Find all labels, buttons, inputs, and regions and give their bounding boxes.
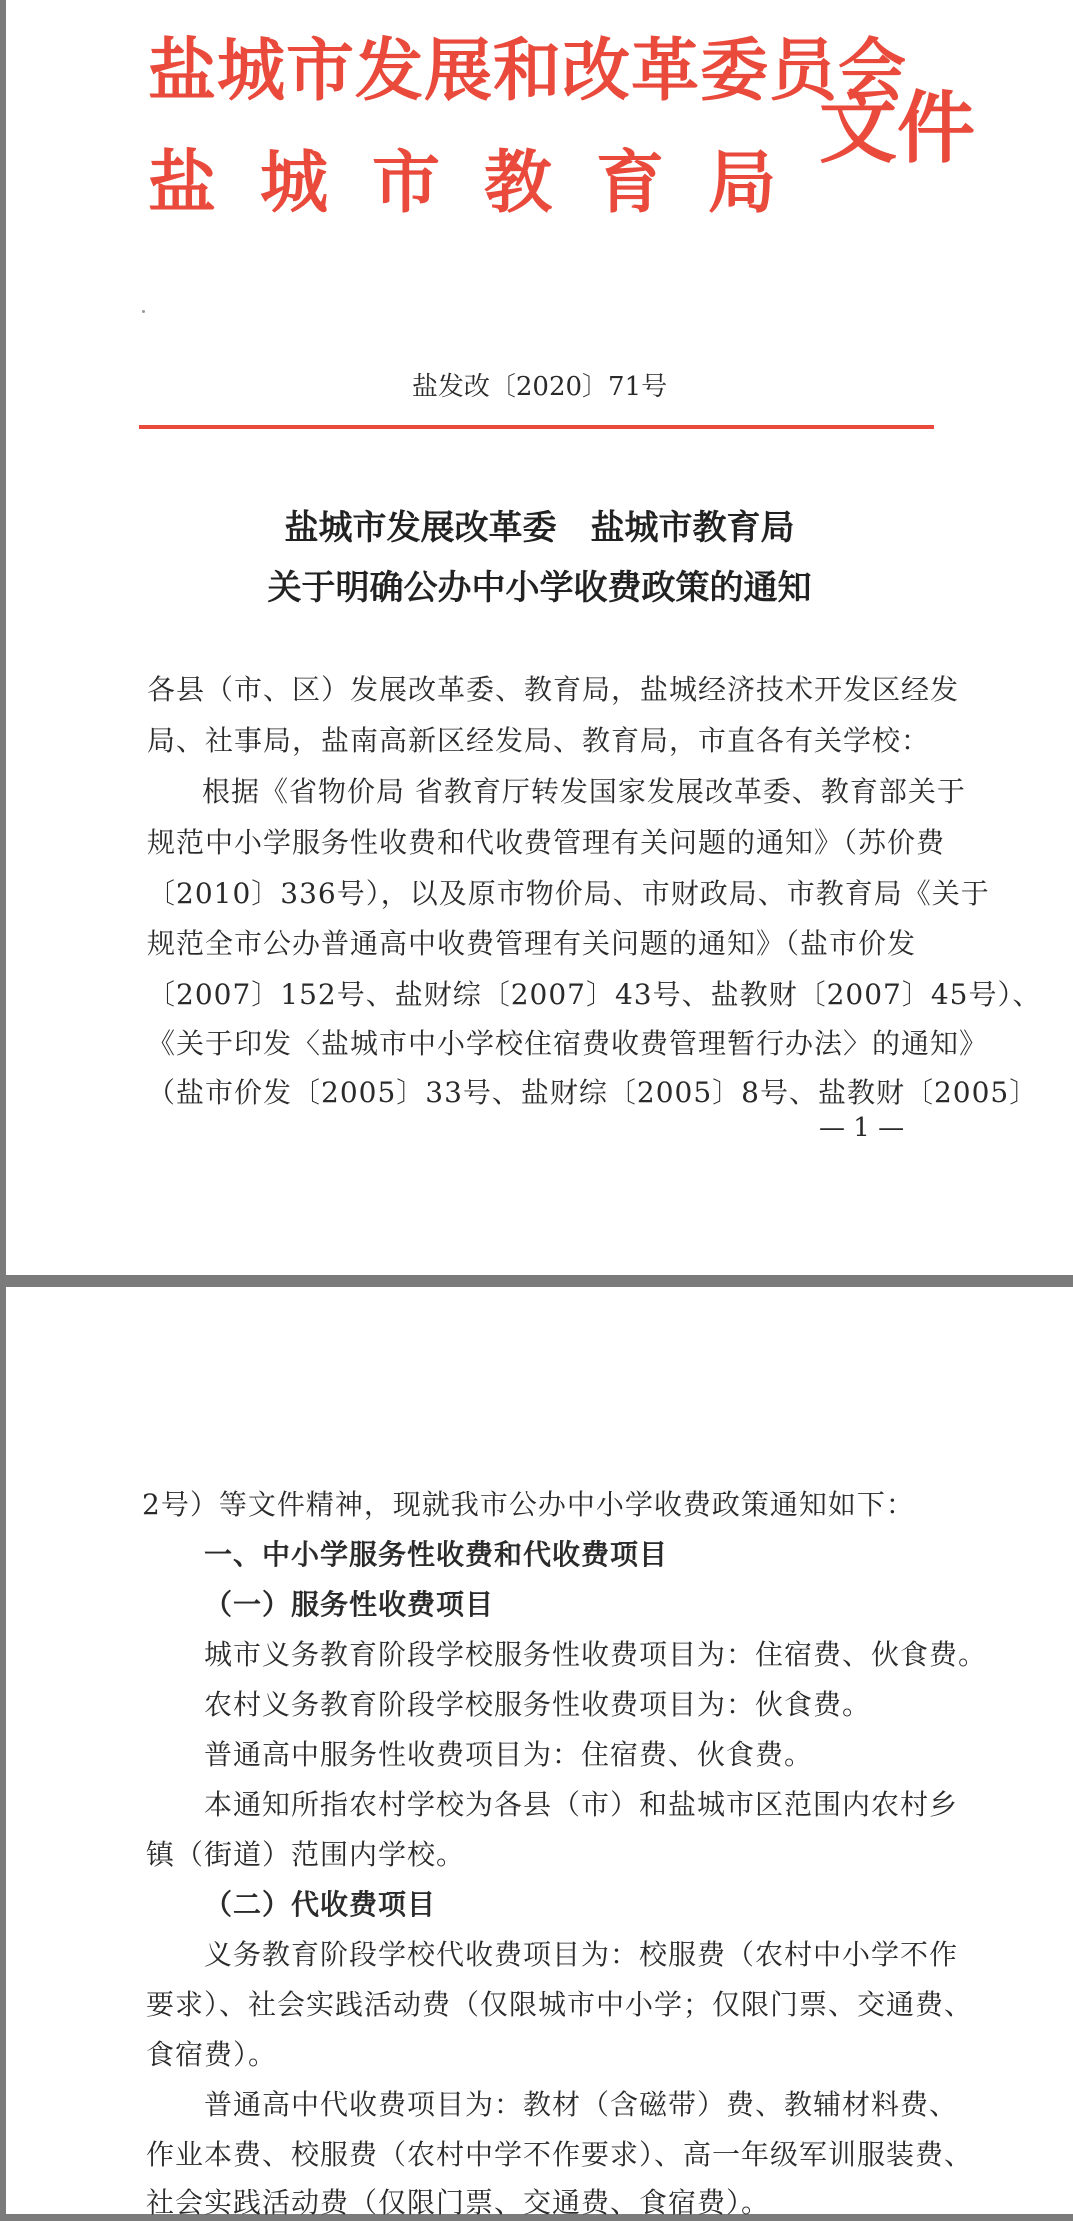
document-number: 盐发改〔2020〕71号 [411,372,668,402]
page-number: — 1 — [819,1113,905,1143]
body-line: 各县（市、区）发展改革委、教育局，盐城经济技术开发区经发 [147,673,960,706]
red-divider [139,425,934,429]
header-issuer-2: 盐城市教育局 [148,144,821,223]
body-line: 《关于印发〈盐城市中小学校住宿费收费管理暂行办法〉的通知》 [147,1027,989,1060]
document-page-1 [6,0,1073,1275]
body-line: 〔2007〕152号、盐财综〔2007〕43号、盐教财〔2007〕45号）、 [147,978,1042,1011]
body-line: 食宿费）。 [146,2038,278,2071]
body-line: 〔2010〕336号），以及原市物价局、市财政局、市教育局《关于 [147,877,990,910]
body-line: 规范全市公办普通高中收费管理有关问题的通知》（盐市价发 [147,927,917,960]
body-line: 规范中小学服务性收费和代收费管理有关问题的通知》（苏价费 [147,826,946,859]
scan-speck [142,310,145,313]
subsection-heading: （一）服务性收费项目 [204,1588,495,1621]
document-title-line-1: 盐城市发展改革委 盐城市教育局 [284,508,795,548]
body-line: 根据《省物价局 省教育厅转发国家发展改革委、教育部关于 [202,775,966,808]
body-line: 普通高中代收费项目为：教材（含磁带）费、教辅材料费、 [204,2088,959,2121]
subsection-heading: （二）代收费项目 [204,1888,437,1921]
body-line: 社会实践活动费（仅限门票、交通费、食宿费）。 [146,2186,771,2219]
body-line: 镇（街道）范围内学校。 [146,1838,466,1871]
body-line: 农村义务教育阶段学校服务性收费项目为：伙食费。 [204,1688,872,1721]
section-heading: 一、中小学服务性收费和代收费项目 [204,1538,669,1571]
body-line: （盐市价发〔2005〕33号、盐财综〔2005〕8号、盐教财〔2005〕 [147,1076,1039,1109]
body-line: 作业本费、校服费（农村中学不作要求）、高一年级军训服装费、 [146,2138,974,2171]
body-line: 城市义务教育阶段学校服务性收费项目为：住宿费、伙食费。 [204,1638,988,1671]
body-line: 局、社事局，盐南高新区经发局、教育局，市直各有关学校： [147,724,931,757]
document-title-line-2: 关于明确公办中小学收费政策的通知 [267,568,812,608]
body-line: 要求）、社会实践活动费（仅限城市中小学；仅限门票、交通费、 [146,1988,974,2021]
header-issuer-1: 盐城市发展和改革委员会 [148,32,908,111]
header-wenjian: 文件 [819,84,976,174]
body-line: 义务教育阶段学校代收费项目为：校服费（农村中小学不作 [204,1938,959,1971]
body-line: 普通高中服务性收费项目为：住宿费、伙食费。 [204,1738,814,1771]
document-page-2 [6,1287,1073,2219]
body-line: 本通知所指农村学校为各县（市）和盐城市区范围内农村乡 [204,1788,959,1821]
body-line: 2号）等文件精神，现就我市公办中小学收费政策通知如下： [142,1488,915,1521]
